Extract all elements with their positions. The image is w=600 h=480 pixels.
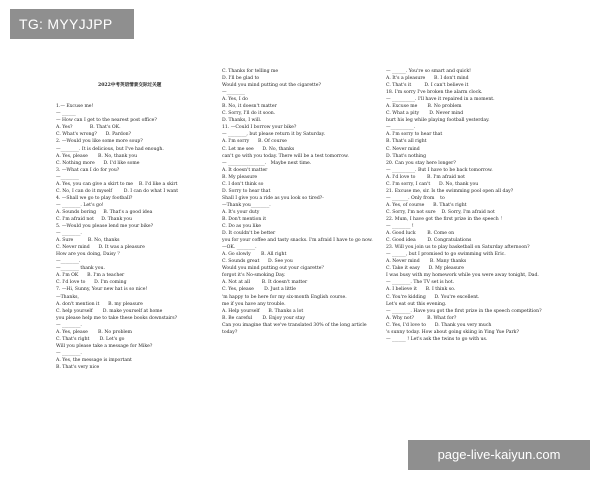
document-line: D. It couldn't be better [222, 231, 276, 237]
document-line: can't go with you today. There will be a test tomorrow. [222, 153, 349, 159]
document-line: A. I believe it B. I think so. [386, 287, 456, 293]
document-line: A. Why not? B. What for? [386, 315, 457, 321]
document-line: B. No, it doesn't matter [222, 104, 277, 110]
document-line: —OK. ________. [222, 245, 257, 251]
document-line: C. Yes, I'd love to D. Thank you very much [386, 322, 492, 328]
document-line: B. Be careful D. Enjoy your stay [222, 315, 305, 321]
document-line: D. That's nothing [386, 153, 427, 159]
document-title: 2022中考英语情景交际过关题 [98, 83, 162, 89]
document-line: C. help yourself D. make yourself at home [56, 308, 163, 314]
document-line: —________ thank you. [56, 266, 105, 272]
document-line: — ______. You're so smart and quick! [386, 69, 471, 74]
document-line: C. That's it D. I can't believe it [386, 83, 469, 89]
document-line: Let's eat out this evening. [386, 301, 447, 307]
document-line: C. I'm sorry, I can't D. No, thank you [386, 181, 479, 187]
document-line: D. I'll be glad to [222, 76, 260, 82]
watermark-site: page-live-kaiyun.com [408, 440, 590, 470]
document-line: C. No, I can do it myself D. I can do what I want [56, 188, 179, 194]
document-line: you please help me to take these books downstairs? [56, 315, 178, 321]
document-line: A. Go slowly B. All right [222, 252, 287, 258]
document-line: A. Never mind B. Many thanks [386, 259, 467, 265]
document-line: Would you mind putting out your cigarette？ [222, 266, 327, 272]
document-line: C. Sorry, I'll do it soon. [222, 111, 276, 117]
document-line: C. Take it easy D. My pleasure [386, 266, 464, 272]
document-line: forgot it's No-smoking Day. [222, 273, 286, 279]
document-line: 21. Excuse me, sir. Is the swimming pool open all day? [386, 188, 514, 194]
document-line: C. Never mind [386, 146, 420, 152]
document-line: — ______, but I promised to go swimming with Eric. [386, 252, 506, 258]
document-line: A. Sounds boring B. That's a good idea [56, 209, 153, 215]
document-line: C. What's wrong? D. Pardon? [56, 132, 132, 138]
document-line: A. I'm OK B. I'm a teacher [56, 273, 125, 279]
document-line: A. Not at all B. It doesn't matter [222, 280, 308, 286]
document-line: A. Sure B. No, thanks [56, 238, 120, 244]
document-line: B. That's all right [386, 139, 427, 145]
document-line: — ________ ! [386, 224, 414, 230]
watermark-tag: TG: MYYJJPP [10, 9, 134, 39]
document-line: — ________. [56, 231, 82, 237]
document-line: — ______ ! Let's ask the twins to go with us. [386, 336, 488, 342]
document-column-1 [56, 68, 216, 440]
document-line: 2. —Would you like some more soup? [56, 139, 143, 145]
document-line: A. It's a pleasure B. I don't mind [386, 76, 469, 82]
document-line: 1.— Excuse me! [56, 104, 94, 110]
document-line: A. It doesn't matter [222, 167, 268, 173]
document-line: A. Yes, I do [222, 97, 248, 103]
document-line: C. Sorry, I'm not sure D. Sorry, I'm afraid not [386, 209, 495, 215]
document-line: Shall I give you a ride as you look so tired?- [222, 195, 324, 201]
document-line: C. Do as you like [222, 224, 261, 230]
document-line: — How can I get to the nearest post office? [56, 118, 157, 124]
document-line: How are you doing, Daisy ？ [56, 252, 122, 258]
document-line: C. Yes, please D. Just a little [222, 287, 296, 293]
document-line: A. Yes, the message is important [56, 357, 132, 363]
document-line: C. I don't think so [222, 181, 264, 187]
document-line: A. Yes, of course B. That's right [386, 202, 467, 208]
document-line: A. I'd love to B. I'm afraid not [386, 174, 466, 180]
document-line: C. Good idea D. Congratulations [386, 238, 472, 244]
document-line: — ________. [56, 350, 82, 356]
document-line: A. I'm sorry B. Of course [222, 139, 287, 145]
document-line: —________. [56, 259, 81, 265]
document-line: —__________. [386, 125, 416, 131]
document-line: C. That's right D. Let's go [56, 336, 125, 342]
document-column-2 [222, 68, 382, 440]
document-line: —Thanks, [56, 294, 79, 300]
document-line: A. Good luck B. Come on [386, 231, 455, 237]
document-line: A. Yes, you can give a skirt to me B. I'd like a skirt [56, 181, 178, 187]
document-line: — ______ [56, 111, 76, 117]
document-line: 22. Mum, I have got the first prize in the speech ！ [386, 216, 505, 222]
document-line: A. It's your duty [222, 209, 260, 215]
document-page [48, 68, 548, 440]
document-line: C. What a pity D. Never mind [386, 111, 464, 117]
document-line: —Thank you________. [222, 202, 271, 208]
document-line: 20. Can you stay here longer? [386, 160, 456, 166]
document-line: D. Thanks, I will. [222, 118, 262, 124]
document-line: C. Let me see D. No, thanks [222, 146, 295, 152]
document-line: A. Excuse me B. No problem [386, 104, 462, 110]
document-column-3 [386, 68, 546, 440]
document-line: — ________. [56, 322, 82, 328]
document-line: C. Never mind D. It was a pleasure [56, 245, 145, 251]
document-line: hurt his leg while playing football yesterday. [386, 118, 490, 124]
document-line: — ________, but please return it by Saturday. [222, 132, 326, 138]
document-line: you for your coffee and tasty snacks. I'm afraid I have to go now. [222, 238, 373, 244]
document-line: C. I'd love to D. I'm coming [56, 280, 127, 286]
document-line: B. Don't mention it [222, 216, 267, 222]
document-line: Will you please take a message for Mike? [56, 343, 153, 349]
document-line: A. Yes, please B. No, thank you [56, 153, 138, 159]
document-line: Would you mind putting out the cigarette? [222, 83, 321, 89]
document-line: B. That's very nice [56, 364, 100, 370]
document-line: — ________. The TV set is hot. [386, 280, 455, 286]
document-line: 23. Will you join us to play basketball on Saturday afternoon? [386, 245, 530, 251]
document-line: C. I'm afraid not D. Thank you [56, 216, 133, 222]
document-line: 3. —What can I do for you? [56, 167, 120, 173]
document-line: I was busy with my homework while you were away tonight, Dad. [386, 273, 539, 279]
document-line: A. Yes? B. That's OK. [56, 125, 121, 131]
document-line: today? [222, 329, 238, 335]
document-line: — ________. Have you got the first prize in the speech competition? [386, 308, 542, 314]
document-line: A. Help yourself B. Thanks a lot [222, 308, 304, 314]
document-line: C. You're kidding D. You're excellent. [386, 294, 480, 300]
document-line: me if you have any trouble. [222, 301, 286, 307]
document-line: 18. I'm sorry I've broken the alarm clock. [386, 90, 483, 96]
document-line: —________. It is delicious, but I've had enough. [56, 146, 164, 152]
document-line: A. Yes, please B. No problem [56, 329, 132, 335]
document-line: — ________________. Maybe next time. [222, 160, 312, 166]
document-line: —________ [56, 174, 79, 180]
document-line: Can you imagine that we've translated 30% of the long article [222, 322, 367, 328]
document-line: — ________. Let's go! [56, 202, 104, 208]
document-line: 'm happy to be here for my six-month English course. [222, 294, 347, 300]
document-line: C. Sounds great D. See you [222, 259, 293, 265]
document-line: A. I'm sorry to hear that [386, 132, 443, 138]
document-line: —________ [222, 90, 245, 96]
document-line: 5. —Would you please lend me your bike? [56, 224, 154, 230]
document-line: A. don't mention it B. my pleasure [56, 301, 143, 307]
document-line: C. Nothing more D. I'd like some [56, 160, 140, 166]
document-line: — __________. But I have to be back tomorrow. [386, 167, 493, 173]
document-line: — __________. I'll have it repaired in a moment. [386, 97, 495, 103]
document-line: 's sunny today. How about going skiing in Ying Yue Park? [386, 329, 519, 335]
document-line: C. Thanks for telling me [222, 69, 279, 74]
document-line: D. Sorry to hear that [222, 188, 271, 194]
document-line: B. My pleasure [222, 174, 258, 180]
document-line: 4. —Shall we go to play football? [56, 195, 133, 201]
document-line: 11. —Could I borrow your bike? [222, 125, 297, 131]
document-line: 7. —Hi, Sunny, Your new hat is so nice! [56, 287, 148, 293]
document-line: — _______. Only from to [386, 195, 445, 201]
